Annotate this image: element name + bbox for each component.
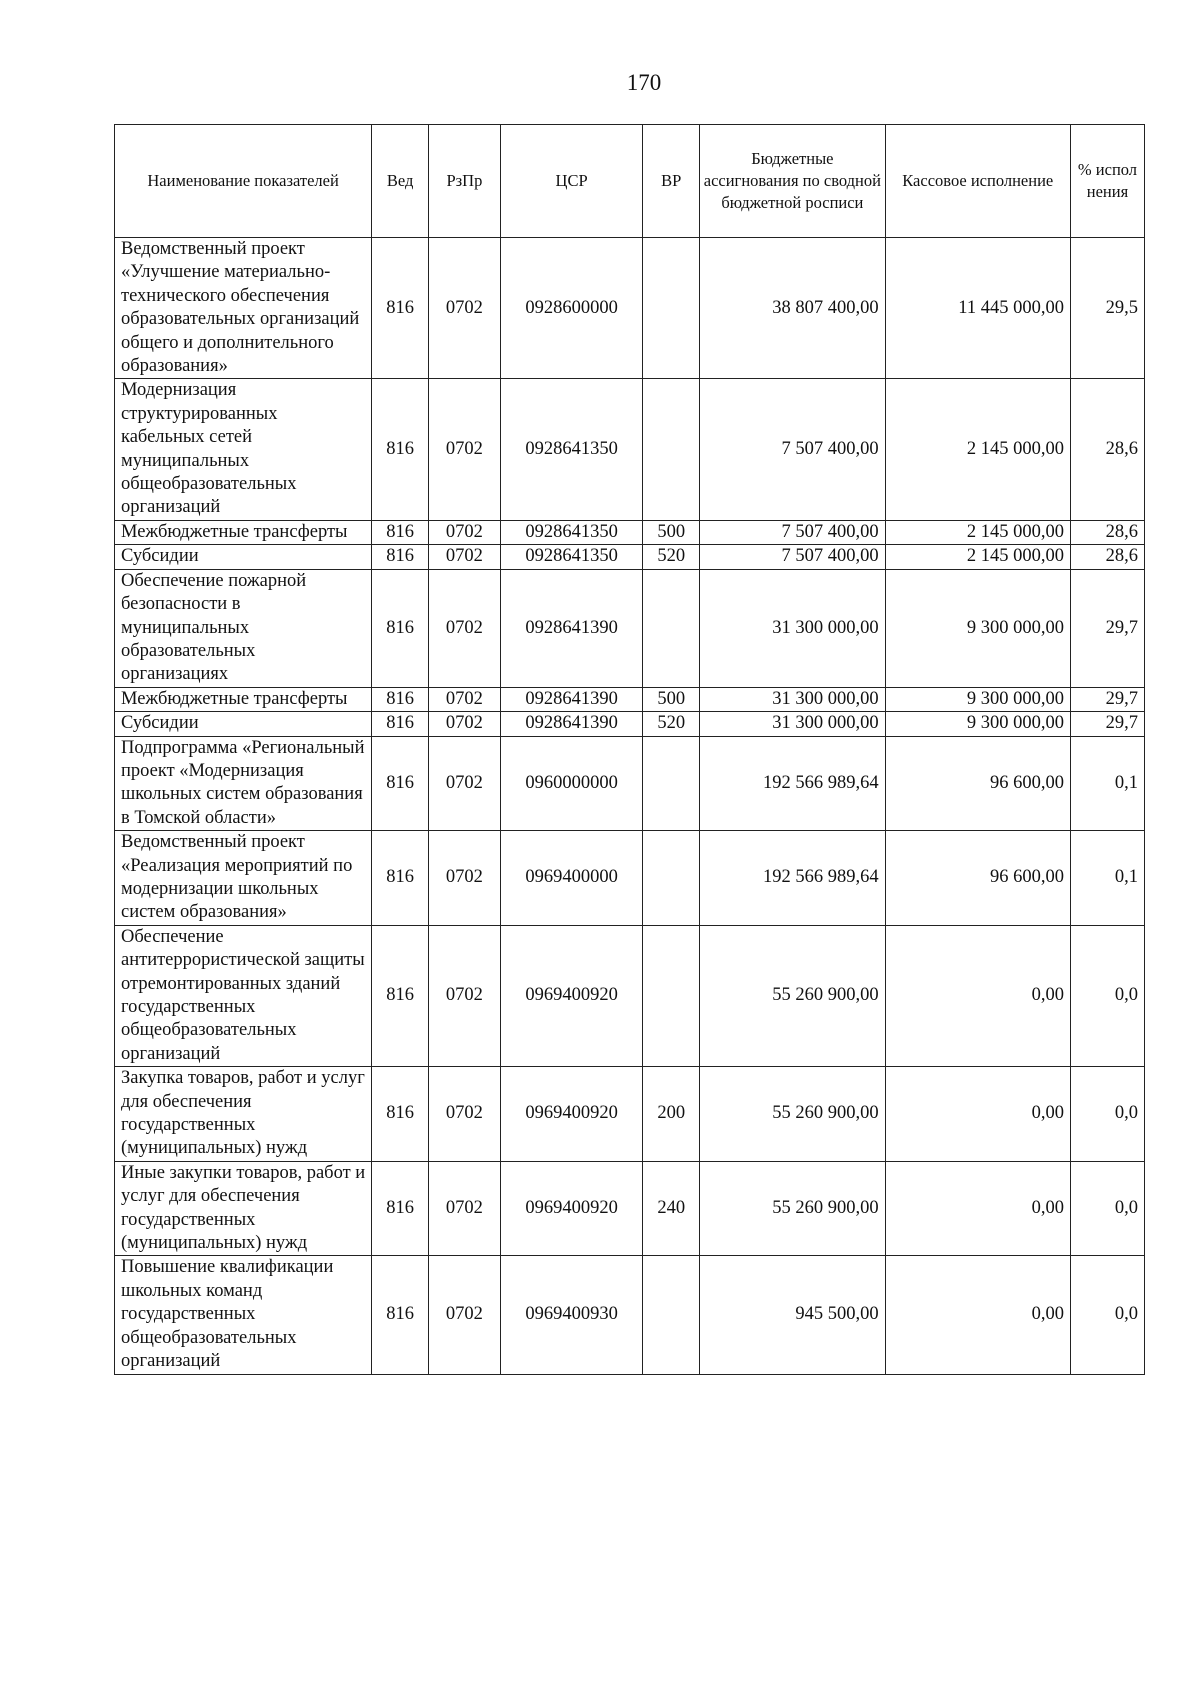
- header-percent: % испол нения: [1070, 125, 1144, 238]
- cell-budget: 55 260 900,00: [700, 925, 885, 1066]
- header-csr: ЦСР: [500, 125, 643, 238]
- page-number: 170: [626, 70, 662, 95]
- table-row: [115, 736, 1145, 831]
- cell-budget: 192 566 989,64: [700, 831, 885, 926]
- cell-cash: 9 300 000,00: [885, 569, 1070, 687]
- cell-vr: [643, 736, 700, 831]
- table-row: [115, 1161, 1145, 1256]
- cell-ved: 816: [372, 520, 429, 544]
- cell-vr: 200: [643, 1067, 700, 1162]
- cell-ved: 816: [372, 687, 429, 711]
- cell-budget: 55 260 900,00: [700, 1067, 885, 1162]
- cell-cash: 0,00: [885, 1161, 1070, 1256]
- cell-csr: 0928641350: [500, 379, 643, 520]
- cell-name: Субсидии: [115, 545, 372, 569]
- cell-cash: 0,00: [885, 925, 1070, 1066]
- table-header-row: [115, 125, 1145, 238]
- table-body: [115, 238, 1145, 1375]
- cell-percent: 0,1: [1070, 736, 1144, 831]
- table-row: [115, 925, 1145, 1066]
- header-cash: Кассовое исполнение: [885, 125, 1070, 238]
- cell-name: Субсидии: [115, 712, 372, 736]
- header-name: Наименование показателей: [115, 125, 372, 238]
- cell-rzpr: 0702: [429, 520, 501, 544]
- cell-budget: 38 807 400,00: [700, 238, 885, 379]
- table-row: [115, 238, 1145, 379]
- cell-budget: 945 500,00: [700, 1256, 885, 1374]
- cell-ved: 816: [372, 238, 429, 379]
- cell-ved: 816: [372, 569, 429, 687]
- cell-csr: 0928641390: [500, 687, 643, 711]
- cell-name: Обеспечение пожарной безопасности в муниципальных образовательных организациях: [115, 569, 372, 687]
- cell-percent: 0,0: [1070, 1161, 1144, 1256]
- cell-percent: 28,6: [1070, 545, 1144, 569]
- cell-name: Обеспечение антитеррористической защиты отремонтированных зданий государственных общеобразовательных организаций: [115, 925, 372, 1066]
- cell-vr: [643, 1256, 700, 1374]
- cell-csr: 0928641350: [500, 545, 643, 569]
- cell-ved: 816: [372, 1256, 429, 1374]
- cell-budget: 192 566 989,64: [700, 736, 885, 831]
- cell-name: Модернизация структурированных кабельных сетей муниципальных общеобразовательных организаций: [115, 379, 372, 520]
- cell-vr: [643, 831, 700, 926]
- cell-cash: 96 600,00: [885, 736, 1070, 831]
- cell-cash: 2 145 000,00: [885, 520, 1070, 544]
- cell-percent: 28,6: [1070, 379, 1144, 520]
- cell-cash: 0,00: [885, 1067, 1070, 1162]
- header-rzpr: РзПр: [429, 125, 501, 238]
- cell-rzpr: 0702: [429, 545, 501, 569]
- cell-ved: 816: [372, 1067, 429, 1162]
- cell-rzpr: 0702: [429, 1161, 501, 1256]
- cell-budget: 55 260 900,00: [700, 1161, 885, 1256]
- cell-cash: 96 600,00: [885, 831, 1070, 926]
- cell-ved: 816: [372, 1161, 429, 1256]
- cell-vr: 240: [643, 1161, 700, 1256]
- cell-vr: [643, 569, 700, 687]
- cell-vr: 500: [643, 687, 700, 711]
- cell-name: Ведомственный проект «Улучшение материально-технического обеспечения образовательных организаций общего и дополнительного образования»: [115, 238, 372, 379]
- cell-percent: 28,6: [1070, 520, 1144, 544]
- cell-vr: [643, 925, 700, 1066]
- cell-percent: 29,5: [1070, 238, 1144, 379]
- cell-budget: 7 507 400,00: [700, 379, 885, 520]
- cell-budget: 7 507 400,00: [700, 545, 885, 569]
- cell-cash: 0,00: [885, 1256, 1070, 1374]
- cell-percent: 0,0: [1070, 925, 1144, 1066]
- cell-vr: 500: [643, 520, 700, 544]
- cell-percent: 29,7: [1070, 687, 1144, 711]
- cell-percent: 0,0: [1070, 1256, 1144, 1374]
- budget-execution-table: [114, 124, 1145, 1375]
- cell-name: Подпрограмма «Региональный проект «Модернизация школьных систем образования в Томской области»: [115, 736, 372, 831]
- cell-ved: 816: [372, 545, 429, 569]
- cell-budget: 31 300 000,00: [700, 687, 885, 711]
- cell-rzpr: 0702: [429, 238, 501, 379]
- cell-budget: 7 507 400,00: [700, 520, 885, 544]
- header-budget: Бюджетные ассигнования по сводной бюджетной росписи: [700, 125, 885, 238]
- cell-budget: 31 300 000,00: [700, 569, 885, 687]
- cell-percent: 0,0: [1070, 1067, 1144, 1162]
- cell-rzpr: 0702: [429, 736, 501, 831]
- table-row: [115, 1256, 1145, 1374]
- cell-ved: 816: [372, 379, 429, 520]
- header-ved: Вед: [372, 125, 429, 238]
- cell-cash: 9 300 000,00: [885, 712, 1070, 736]
- cell-ved: 816: [372, 736, 429, 831]
- cell-cash: 9 300 000,00: [885, 687, 1070, 711]
- cell-csr: 0969400930: [500, 1256, 643, 1374]
- cell-csr: 0928641350: [500, 520, 643, 544]
- cell-name: Иные закупки товаров, работ и услуг для обеспечения государственных (муниципальных) нужд: [115, 1161, 372, 1256]
- cell-cash: 2 145 000,00: [885, 545, 1070, 569]
- cell-rzpr: 0702: [429, 569, 501, 687]
- cell-ved: 816: [372, 925, 429, 1066]
- table-row: [115, 712, 1145, 736]
- cell-csr: 0969400920: [500, 925, 643, 1066]
- cell-name: Повышение квалификации школьных команд государственных общеобразовательных организаций: [115, 1256, 372, 1374]
- cell-vr: [643, 379, 700, 520]
- cell-csr: 0928641390: [500, 712, 643, 736]
- cell-name: Ведомственный проект «Реализация мероприятий по модернизации школьных систем образования»: [115, 831, 372, 926]
- cell-percent: 29,7: [1070, 712, 1144, 736]
- cell-name: Межбюджетные трансферты: [115, 520, 372, 544]
- cell-cash: 11 445 000,00: [885, 238, 1070, 379]
- cell-csr: 0960000000: [500, 736, 643, 831]
- table-row: [115, 545, 1145, 569]
- table-row: [115, 1067, 1145, 1162]
- cell-csr: 0969400920: [500, 1161, 643, 1256]
- cell-name: Закупка товаров, работ и услуг для обеспечения государственных (муниципальных) нужд: [115, 1067, 372, 1162]
- cell-percent: 29,7: [1070, 569, 1144, 687]
- cell-rzpr: 0702: [429, 687, 501, 711]
- table-row: [115, 569, 1145, 687]
- cell-rzpr: 0702: [429, 925, 501, 1066]
- header-vr: ВР: [643, 125, 700, 238]
- cell-vr: 520: [643, 712, 700, 736]
- cell-name: Межбюджетные трансферты: [115, 687, 372, 711]
- table-row: [115, 520, 1145, 544]
- cell-rzpr: 0702: [429, 712, 501, 736]
- cell-csr: 0928600000: [500, 238, 643, 379]
- cell-csr: 0969400000: [500, 831, 643, 926]
- cell-ved: 816: [372, 712, 429, 736]
- cell-rzpr: 0702: [429, 1067, 501, 1162]
- cell-vr: [643, 238, 700, 379]
- table-row: [115, 687, 1145, 711]
- cell-cash: 2 145 000,00: [885, 379, 1070, 520]
- cell-percent: 0,1: [1070, 831, 1144, 926]
- cell-csr: 0969400920: [500, 1067, 643, 1162]
- cell-csr: 0928641390: [500, 569, 643, 687]
- cell-rzpr: 0702: [429, 831, 501, 926]
- cell-ved: 816: [372, 831, 429, 926]
- cell-rzpr: 0702: [429, 1256, 501, 1374]
- cell-budget: 31 300 000,00: [700, 712, 885, 736]
- cell-rzpr: 0702: [429, 379, 501, 520]
- cell-vr: 520: [643, 545, 700, 569]
- table-row: [115, 379, 1145, 520]
- table-row: [115, 831, 1145, 926]
